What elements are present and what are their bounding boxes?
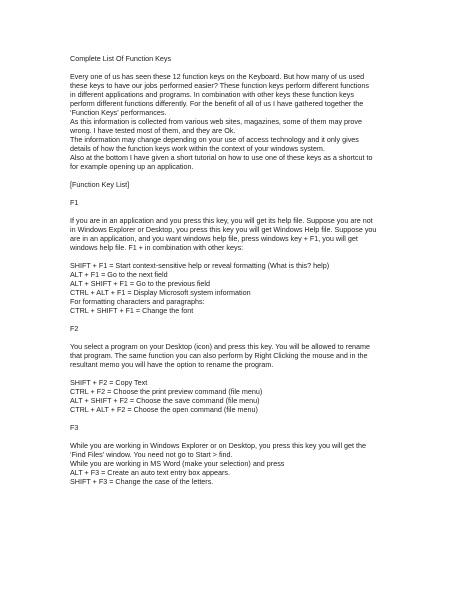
- intro-paragraph: [70, 72, 416, 171]
- key-combo-line: CTRL + ALT + F2 = Choose the open command (file menu): [70, 405, 258, 414]
- intro-line: for example opening up an application.: [70, 162, 194, 171]
- section-heading: F3: [70, 423, 79, 432]
- section-f2: [70, 324, 416, 414]
- section-description-line: While you are working in Windows Explorer or on Desktop, you press this key you will get the: [70, 441, 367, 450]
- intro-line: Also at the bottom I have given a short tutorial on how to use one of these keys as a shortcut to: [70, 153, 373, 162]
- intro-line: these keys to have our jobs performed easier? These function keys perform different functions: [70, 81, 369, 90]
- section-heading: F1: [70, 198, 79, 207]
- key-combo-line: SHIFT + F1 = Start context-sensitive help or reveal formatting (What is this? help): [70, 261, 330, 270]
- section-description-line: resultant memo you will have the option to rename the program.: [70, 360, 274, 369]
- key-combo-line: ALT + SHIFT + F2 = Choose the save command (file menu): [70, 396, 260, 405]
- key-combo-line: ALT + SHIFT + F1 = Go to the previous field: [70, 279, 211, 288]
- intro-line: details of how the function keys work within the context of your windows system.: [70, 144, 325, 153]
- section-description-line: ‘Find Files’ window. You need not go to Start > find.: [70, 450, 233, 459]
- document-title: Complete List Of Function Keys: [70, 54, 172, 63]
- section-heading: F2: [70, 324, 79, 333]
- intro-line: The information may change depending on your use of access technology and it only gives: [70, 135, 359, 144]
- key-combo-line: ALT + F1 = Go to the next field: [70, 270, 168, 279]
- key-combo-line: CTRL + SHIFT + F1 = Change the font: [70, 306, 194, 315]
- intro-line: ‘Function Keys’ performances.: [70, 108, 167, 117]
- section-description-line: windows help file. F1 + in combination with other keys:: [70, 243, 244, 252]
- section-description-line: You select a program on your Desktop (icon) and press this key. You will be allowed to rename: [70, 342, 371, 351]
- section-f3: [70, 423, 416, 486]
- intro-line: wrong. I have tested most of them, and they are Ok.: [70, 126, 236, 135]
- intro-line: Every one of us has seen these 12 function keys on the Keyboard. But how many of us used: [70, 72, 365, 81]
- key-combo-line: CTRL + ALT + F1 = Display Microsoft system information: [70, 288, 251, 297]
- section-description-line: While you are working in MS Word (make your selection) and press: [70, 459, 285, 468]
- section-description-line: If you are in an application and you press this key, you will get its help file. Suppose you are not: [70, 216, 373, 225]
- document-page: [70, 54, 416, 486]
- intro-line: in different applications and programs. In combination with other keys these function keys: [70, 90, 354, 99]
- key-combo-line: SHIFT + F2 = Copy Text: [70, 378, 148, 387]
- section-description-line: in Windows Explorer or Desktop, you press this key you will get Windows Help file. Suppose you: [70, 225, 377, 234]
- function-key-list-heading: [Function Key List]: [70, 180, 130, 189]
- key-combo-line: CTRL + F2 = Choose the print preview command (file menu): [70, 387, 263, 396]
- section-description-line: SHIFT + F3 = Change the case of the letters.: [70, 477, 214, 486]
- section-description-line: that program. The same function you can also perform by Right Clicking the mouse and in the: [70, 351, 368, 360]
- key-combo-line: For formatting characters and paragraphs:: [70, 297, 205, 306]
- section-f1: [70, 198, 416, 315]
- section-description-line: are in an application, and you want windows help file, press windows key + F1, you will get: [70, 234, 358, 243]
- intro-line: perform different functions differently. For the benefit of all of us I have gathered together the: [70, 99, 364, 108]
- section-description-line: ALT + F3 = Create an auto text entry box appears.: [70, 468, 230, 477]
- intro-line: As this information is collected from various web sites, magazines, some of them may prove: [70, 117, 363, 126]
